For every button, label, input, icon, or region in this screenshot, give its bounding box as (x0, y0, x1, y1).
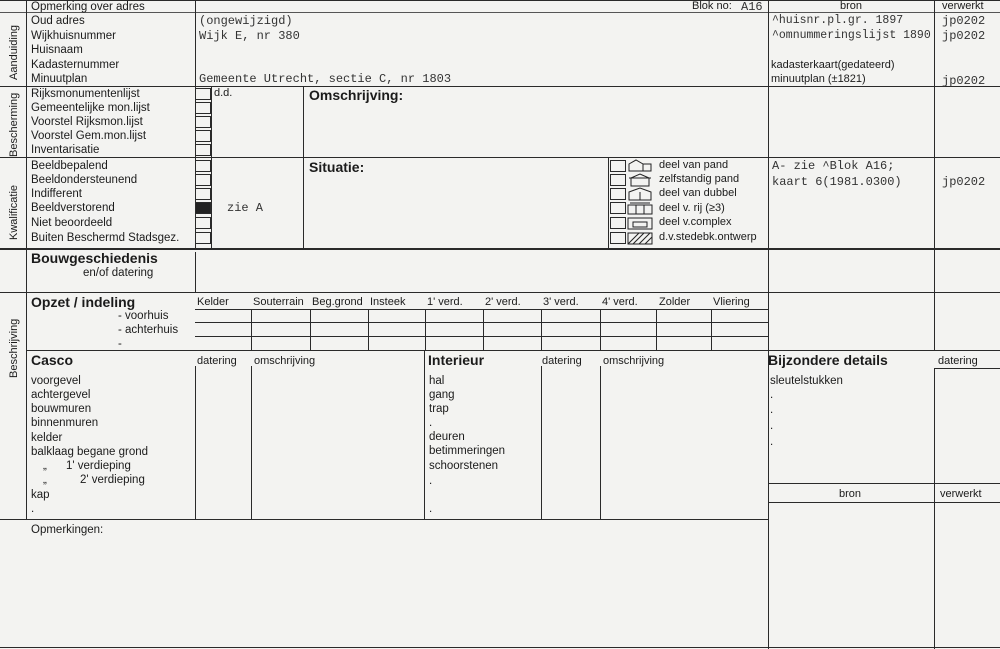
bron-minuutplan: minuutplan (±1821) (771, 73, 866, 85)
floor-header: 3' verd. (543, 296, 579, 308)
bron-wijkhuisnummer: ^omnummeringslijst 1890 (772, 29, 931, 42)
ditto-mark: „ (43, 474, 47, 486)
checkbox-beeldondersteunend[interactable] (195, 174, 211, 186)
minuutplan-value: Gemeente Utrecht, sectie C, nr 1803 (199, 72, 452, 86)
bescherming-item: Inventarisatie (31, 144, 100, 156)
checkbox-voorstel-rijksmon[interactable] (195, 116, 211, 128)
rule (483, 309, 484, 350)
interieur-item: . (429, 417, 433, 429)
floor-header: Vliering (713, 296, 750, 308)
bijzondere-item: . (770, 420, 774, 432)
rule (195, 309, 768, 310)
checkbox-beeldverstorend-checked[interactable] (195, 202, 211, 214)
kwalificatie-item: Niet beoordeeld (31, 217, 113, 229)
opzet-label: Opzet / indeling (31, 294, 136, 310)
opmerkingen-label: Opmerkingen: (31, 524, 104, 536)
kwalificatie-note: zie A (227, 201, 264, 215)
checkbox-voorstel-gemmon[interactable] (195, 130, 211, 142)
bijzondere-datering: datering (938, 355, 978, 367)
wijkhuisnummer-value: Wijk E, nr 380 (199, 29, 300, 43)
casco-item: . (31, 503, 35, 515)
bijzondere-item: . (770, 436, 774, 448)
bron-header: bron (840, 0, 863, 12)
rule (195, 252, 196, 292)
interieur-item: gang (429, 389, 455, 401)
rule (303, 86, 304, 248)
rule (934, 368, 1000, 369)
rule (541, 366, 542, 519)
kwalificatie-verwerkt: jp0202 (942, 175, 986, 189)
bron-oud-adres: ^huisnr.pl.gr. 1897 (772, 14, 904, 27)
rule (368, 309, 369, 350)
kadasternummer-label: Kadasternummer (31, 59, 120, 71)
checkbox-deel-v-complex[interactable] (610, 217, 626, 229)
omschrijving-label: Omschrijving: (309, 87, 404, 103)
checkbox-indifferent[interactable] (195, 188, 211, 200)
floor-header: Kelder (197, 296, 229, 308)
casco-item: 1' verdieping (66, 460, 131, 472)
checkbox-inventarisatie[interactable] (195, 144, 211, 156)
casco-item: bouwmuren (31, 403, 92, 415)
floor-header: Souterrain (253, 296, 304, 308)
rule (425, 309, 426, 350)
floor-header: Beg.grond (312, 296, 363, 308)
interieur-item: trap (429, 403, 449, 415)
bijzondere-item: . (770, 389, 774, 401)
interieur-datering: datering (542, 355, 582, 367)
bijzondere-item: . (770, 404, 774, 416)
casco-omschrijving: omschrijving (254, 355, 316, 367)
verwerkt-wijkhuisnummer: jp0202 (942, 29, 986, 43)
floor-header: Zolder (659, 296, 691, 308)
kwalificatie-item: Beeldondersteunend (31, 174, 138, 186)
house-part-icon (627, 159, 653, 173)
section-kwalificatie: Kwalificatie (8, 184, 20, 240)
casco-item: 2' verdieping (80, 474, 145, 486)
checkbox-gemeentelijke[interactable] (195, 102, 211, 114)
blok-label: Blok no: (692, 0, 732, 12)
verwerkt-oud-adres: jp0202 (942, 14, 986, 28)
interieur-item: . (429, 503, 433, 515)
casco-datering: datering (197, 355, 237, 367)
casco-item: voorgevel (31, 375, 81, 387)
house-standalone-icon (627, 173, 653, 187)
casco-item: balklaag begane grond (31, 446, 149, 458)
ditto-mark: „ (43, 460, 47, 472)
house-double-icon (627, 187, 653, 201)
datering-sub-label: en/of datering (83, 267, 154, 279)
section-aanduiding: Aanduiding (8, 24, 20, 80)
situatie-option: deel van dubbel (659, 187, 737, 199)
kwalificatie-bron: A- zie ^Blok A16; (772, 159, 895, 173)
situatie-option: d.v.stedebk.ontwerp (659, 231, 757, 243)
verwerkt-minuutplan: jp0202 (942, 74, 986, 88)
casco-label: Casco (31, 352, 74, 368)
situatie-option: deel van pand (659, 159, 729, 171)
situatie-option: deel v. rij (≥3) (659, 202, 725, 214)
rule (424, 350, 425, 519)
opmerking-label: Opmerking over adres (31, 1, 145, 13)
rule (934, 0, 935, 350)
rule (0, 12, 1000, 13)
checkbox-niet-beoordeeld[interactable] (195, 217, 211, 229)
kwalificatie-bron-2: kaart 6(1981.0300) (772, 175, 902, 189)
house-complex-icon (627, 216, 653, 230)
rule (251, 309, 252, 350)
house-row-icon (627, 201, 653, 215)
opzet-row-empty: - (118, 338, 122, 350)
rule (26, 0, 27, 520)
interieur-item: hal (429, 375, 445, 387)
rule (541, 309, 542, 350)
casco-item: binnenmuren (31, 417, 99, 429)
casco-item: kap (31, 489, 50, 501)
rule (608, 157, 609, 248)
interieur-omschrijving: omschrijving (603, 355, 665, 367)
bescherming-item: Voorstel Rijksmon.lijst (31, 116, 143, 128)
dd-label: d.d. (214, 87, 233, 99)
situatie-label: Situatie: (309, 159, 365, 175)
interieur-item: schoorstenen (429, 460, 499, 472)
rule (0, 519, 768, 520)
bescherming-item: Voorstel Gem.mon.lijst (31, 130, 147, 142)
bouwgeschiedenis-label: Bouwgeschiedenis (31, 250, 158, 266)
checkbox-beeldbepalend[interactable] (195, 160, 211, 172)
oud-adres-value: (ongewijzigd) (199, 14, 293, 28)
floor-header: 2' verd. (485, 296, 521, 308)
section-bescherming: Bescherming (8, 92, 20, 157)
oud-adres-label: Oud adres (31, 15, 85, 27)
rule (600, 366, 601, 519)
situatie-option: zelfstandig pand (659, 173, 740, 185)
opzet-row-voorhuis: - voorhuis (118, 310, 169, 322)
opzet-row-achterhuis: - achterhuis (118, 324, 179, 336)
rule (0, 157, 1000, 158)
rule (656, 309, 657, 350)
bescherming-item: Gemeentelijke mon.lijst (31, 102, 150, 114)
rule (600, 309, 601, 350)
checkbox-zelfstandig-pand[interactable] (610, 174, 626, 186)
kwalificatie-item: Buiten Beschermd Stadsgez. (31, 232, 180, 244)
bron-footer-label: bron (839, 488, 862, 500)
bijzondere-label: Bijzondere details (768, 352, 888, 368)
rule (0, 86, 1000, 87)
checkbox-buiten-beschermd[interactable] (195, 232, 211, 244)
verwerkt-footer-label: verwerkt (940, 488, 982, 500)
section-beschrijving: Beschrijving (8, 318, 20, 378)
minuutplan-label: Minuutplan (31, 73, 88, 85)
interieur-item: deuren (429, 431, 465, 443)
kwalificatie-item: Beeldbepalend (31, 160, 108, 172)
floor-header: 4' verd. (602, 296, 638, 308)
rule (768, 0, 769, 649)
rule (26, 350, 1000, 351)
checkbox-deel-v-rij[interactable] (610, 202, 626, 214)
interieur-item: . (429, 475, 433, 487)
floor-header: 1' verd. (427, 296, 463, 308)
rule (211, 86, 212, 248)
huisnaam-label: Huisnaam (31, 44, 83, 56)
rule (0, 647, 1000, 648)
interieur-label: Interieur (428, 352, 485, 368)
rule (934, 368, 935, 649)
bescherming-item: Rijksmonumentenlijst (31, 88, 140, 100)
verwerkt-header: verwerkt (942, 0, 984, 12)
interieur-item: betimmeringen (429, 445, 506, 457)
rule (0, 292, 1000, 293)
kwalificatie-item: Beeldverstorend (31, 202, 115, 214)
rule (711, 309, 712, 350)
rule (251, 366, 252, 519)
blok-value: A16 (741, 0, 763, 14)
kwalificatie-item: Indifferent (31, 188, 82, 200)
urban-plan-icon (627, 231, 653, 245)
checkbox-stedebk-ontwerp[interactable] (610, 232, 626, 244)
wijkhuisnummer-label: Wijkhuisnummer (31, 30, 116, 42)
bijzondere-item: sleutelstukken (770, 375, 843, 387)
rule (768, 483, 1000, 484)
checkbox-deel-van-dubbel[interactable] (610, 188, 626, 200)
checkbox-deel-van-pand[interactable] (610, 160, 626, 172)
rule (195, 336, 768, 337)
casco-item: achtergevel (31, 389, 91, 401)
rule (195, 366, 196, 519)
rule (195, 322, 768, 323)
rule (768, 502, 1000, 503)
floor-header: Insteek (370, 296, 406, 308)
casco-item: kelder (31, 432, 63, 444)
situatie-option: deel v.complex (659, 216, 732, 228)
checkbox-rijksmonumentenlijst[interactable] (195, 88, 211, 100)
rule (310, 309, 311, 350)
bron-kadaster: kadasterkaart(gedateerd) (771, 59, 895, 71)
